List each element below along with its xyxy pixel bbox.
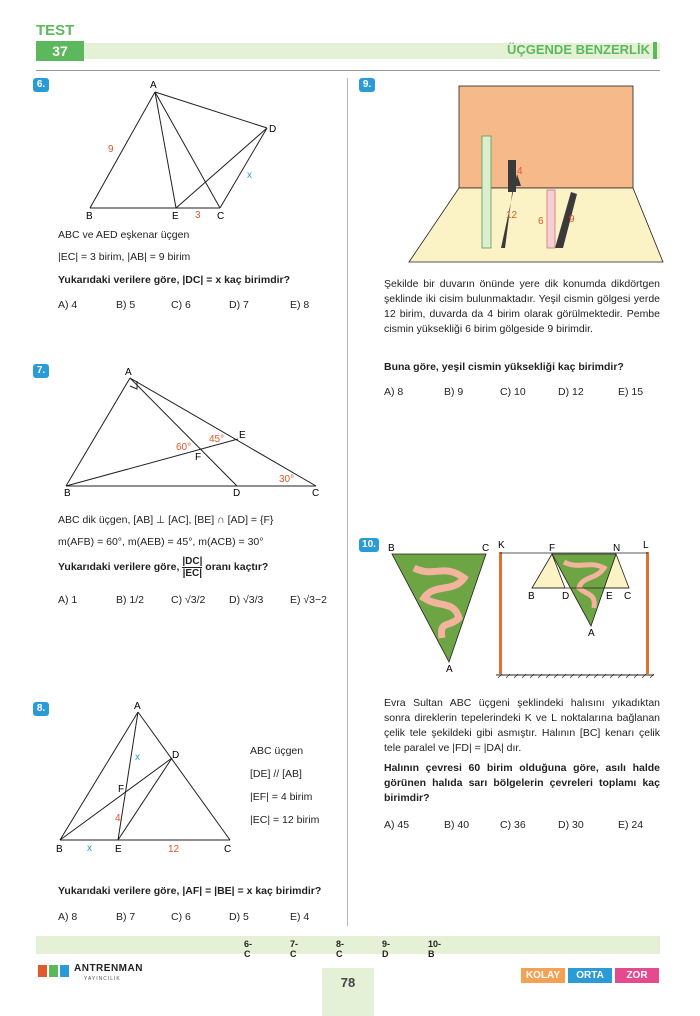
q10-label-a: A [446,664,453,675]
q7-angle-60: 60° [176,442,192,453]
q7-figure [58,364,328,499]
answer-6: 6-C [244,939,253,959]
q9-length-6: 6 [538,216,544,227]
q8-given-4: |EC| = 12 birim [250,814,320,826]
q8-length-12: 12 [168,844,180,855]
answer-8: 8-C [336,939,345,959]
q8-question: Yukarıdaki verilere göre, |AF| = |BE| = x kaç birimdir? [58,885,322,897]
q8-option-b[interactable]: B) 7 [116,911,136,923]
q10-label-l: L [643,540,649,551]
q6-label-c: C [217,211,225,222]
q9-length-4: 4 [517,166,523,177]
q7-option-d[interactable]: D) √3/3 [229,594,264,606]
q8-option-e[interactable]: E) 4 [290,911,310,923]
q9-question: Buna göre, yeşil cismin yüksekliği kaç birimdir? [384,361,624,373]
q10-option-b[interactable]: B) 40 [444,819,470,831]
q6-given-2: |EC| = 3 birim, |AB| = 9 birim [58,251,191,263]
q6-option-a[interactable]: A) 4 [58,299,78,311]
q7-given-2: m(AFB) = 60°, m(AEB) = 45°, m(ACB) = 30° [58,536,264,548]
logo-block-2 [49,965,58,977]
q8-label-d: D [172,750,180,761]
q9-option-d[interactable]: D) 12 [558,386,584,398]
q6-figure [70,78,290,223]
q7-ratio-fraction [182,556,202,579]
q9-green-wall-shadow [508,160,516,192]
q8-length-4: 4 [115,813,121,824]
level-hard: ZOR [615,968,659,983]
q7-angle-30: 30° [279,474,295,485]
q7-ratio-num: |DC| [182,555,203,567]
q6-length-9: 9 [108,144,114,155]
q10-label-b: B [388,543,395,554]
q8-label-b: B [56,844,63,855]
q9-option-e[interactable]: E) 15 [618,386,644,398]
q6-option-e[interactable]: E) 8 [290,299,310,311]
q8-given-2: [DE] // [AB] [250,768,302,780]
q9-figure [405,82,665,264]
q7-label-d: D [233,488,241,499]
q6-label-d: D [269,124,277,135]
q7-question-pre: Yukarıdaki verilere göre, [58,561,180,573]
question-8-number: 8. [33,702,49,716]
question-10-number: 10. [359,538,379,552]
answer-7: 7-C [290,939,299,959]
q7-ratio-den: |EC| [182,567,203,579]
q10-option-c[interactable]: C) 36 [500,819,526,831]
q7-given-1: ABC dik üçgen, [AB] ⊥ [AC], [BE] ∩ [AD] = {F} [58,514,274,526]
q8-figure [52,700,242,860]
q10-label-e: E [606,591,613,602]
q7-label-c: C [312,488,320,499]
q7-label-f: F [195,452,202,463]
q9-ground [409,188,663,262]
q10-label-c: C [482,543,490,554]
q6-option-c[interactable]: C) 6 [171,299,191,311]
answer-9: 9-D [382,939,391,959]
q10-label-k: K [498,540,505,551]
q7-label-b: B [64,488,71,499]
question-6-number: 6. [33,78,49,92]
q7-label-a: A [125,367,132,378]
q10-text: Evra Sultan ABC üçgeni şeklindeki halısını yıkadıktan sonra direklerin tepelerindeki K ve L noktalarına bağlanan çelik tele şekildeki gibi asmıştır. Halının [BC] kenarı çelik tele paralel ve |FD| = |DA| dır. [384,697,660,754]
q7-angle-45: 45° [209,434,225,445]
level-easy: KOLAY [521,968,565,983]
q10-label-n: N [613,543,621,554]
q7-option-e[interactable]: E) √3−2 [290,594,327,606]
column-divider [347,78,348,926]
q7-option-a[interactable]: A) 1 [58,594,78,606]
q8-length-x-be: x [87,843,92,854]
q6-option-b[interactable]: B) 5 [116,299,136,311]
header-rule [36,70,660,71]
q7-option-b[interactable]: B) 1/2 [116,594,145,606]
q10-label-d: D [562,591,570,602]
q6-length-x: x [247,170,252,181]
q6-option-d[interactable]: D) 7 [229,299,249,311]
q9-option-a[interactable]: A) 8 [384,386,404,398]
q9-text: Şekilde bir duvarın önünde yere dik konumda dikdörtgen şeklinde iki cisim bulunmaktadır. Yeşil cismin gölgesi yerde 12 birim, duvarda da 4 birim olarak görülmektedir. Pembe cismin yüksekliği 6 birim gölgeside 9 birimdir. [384,278,660,335]
brand-name: ANTRENMAN [74,963,143,974]
q6-given-1: ABC ve AED eşkenar üçgen [58,229,190,241]
q6-label-b: B [86,211,93,222]
topic-title: ÜÇGENDE BENZERLİK [506,42,650,57]
q10-pole-k [499,552,502,674]
q8-given-3: |EF| = 4 birim [250,791,313,803]
q7-question [58,552,268,582]
q8-option-d[interactable]: D) 5 [229,911,249,923]
q10-label-b2: B [528,591,535,602]
q10-figure [384,538,664,688]
q10-label-f: F [549,543,556,554]
q8-label-c: C [224,844,232,855]
topic-marker [653,42,657,59]
q7-question-post: oranı kaçtır? [205,561,269,573]
q8-length-x-af: x [135,752,140,763]
question-7-number: 7. [33,364,49,378]
q9-length-12: 12 [506,210,518,221]
level-medium: ORTA [568,968,612,983]
q10-question: Halının çevresi 60 birim olduğuna göre, asılı halde görünen halıda sarı bölgelerin çevreleri toplamı kaç birimdir? [384,762,660,804]
q10-label-a2: A [588,628,595,639]
brand-sub: YAYINCILIK [84,976,121,982]
q8-label-f: F [118,784,125,795]
q10-option-a[interactable]: A) 45 [384,819,410,831]
q10-label-c2: C [624,591,632,602]
q6-label-a: A [150,80,157,91]
q9-green-object [482,136,491,248]
page-number: 78 [340,975,356,990]
logo-block-3 [60,965,69,977]
q7-label-e: E [239,430,246,441]
q8-label-a: A [134,701,141,712]
q9-pink-object [547,190,555,248]
q7-option-c[interactable]: C) √3/2 [171,594,206,606]
question-9-number: 9. [359,78,375,92]
q8-option-c[interactable]: C) 6 [171,911,191,923]
q9-option-b[interactable]: B) 9 [444,386,464,398]
q9-option-c[interactable]: C) 10 [500,386,526,398]
q6-label-e: E [172,211,179,222]
q9-length-9: 9 [569,214,575,225]
q10-option-d[interactable]: D) 30 [558,819,584,831]
q10-pole-l [646,552,649,674]
q8-option-a[interactable]: A) 8 [58,911,78,923]
answer-key-band [36,936,660,954]
logo-block-1 [38,965,47,977]
q10-option-e[interactable]: E) 24 [618,819,644,831]
test-label: TEST [36,22,75,39]
q8-given-1: ABC üçgen [250,745,304,757]
answer-10: 10-B [428,939,442,959]
q8-label-e: E [115,844,122,855]
q6-length-3: 3 [195,210,201,221]
test-number-badge: 37 [36,41,84,61]
q6-question: Yukarıdaki verilere göre, |DC| = x kaç birimdir? [58,274,291,286]
